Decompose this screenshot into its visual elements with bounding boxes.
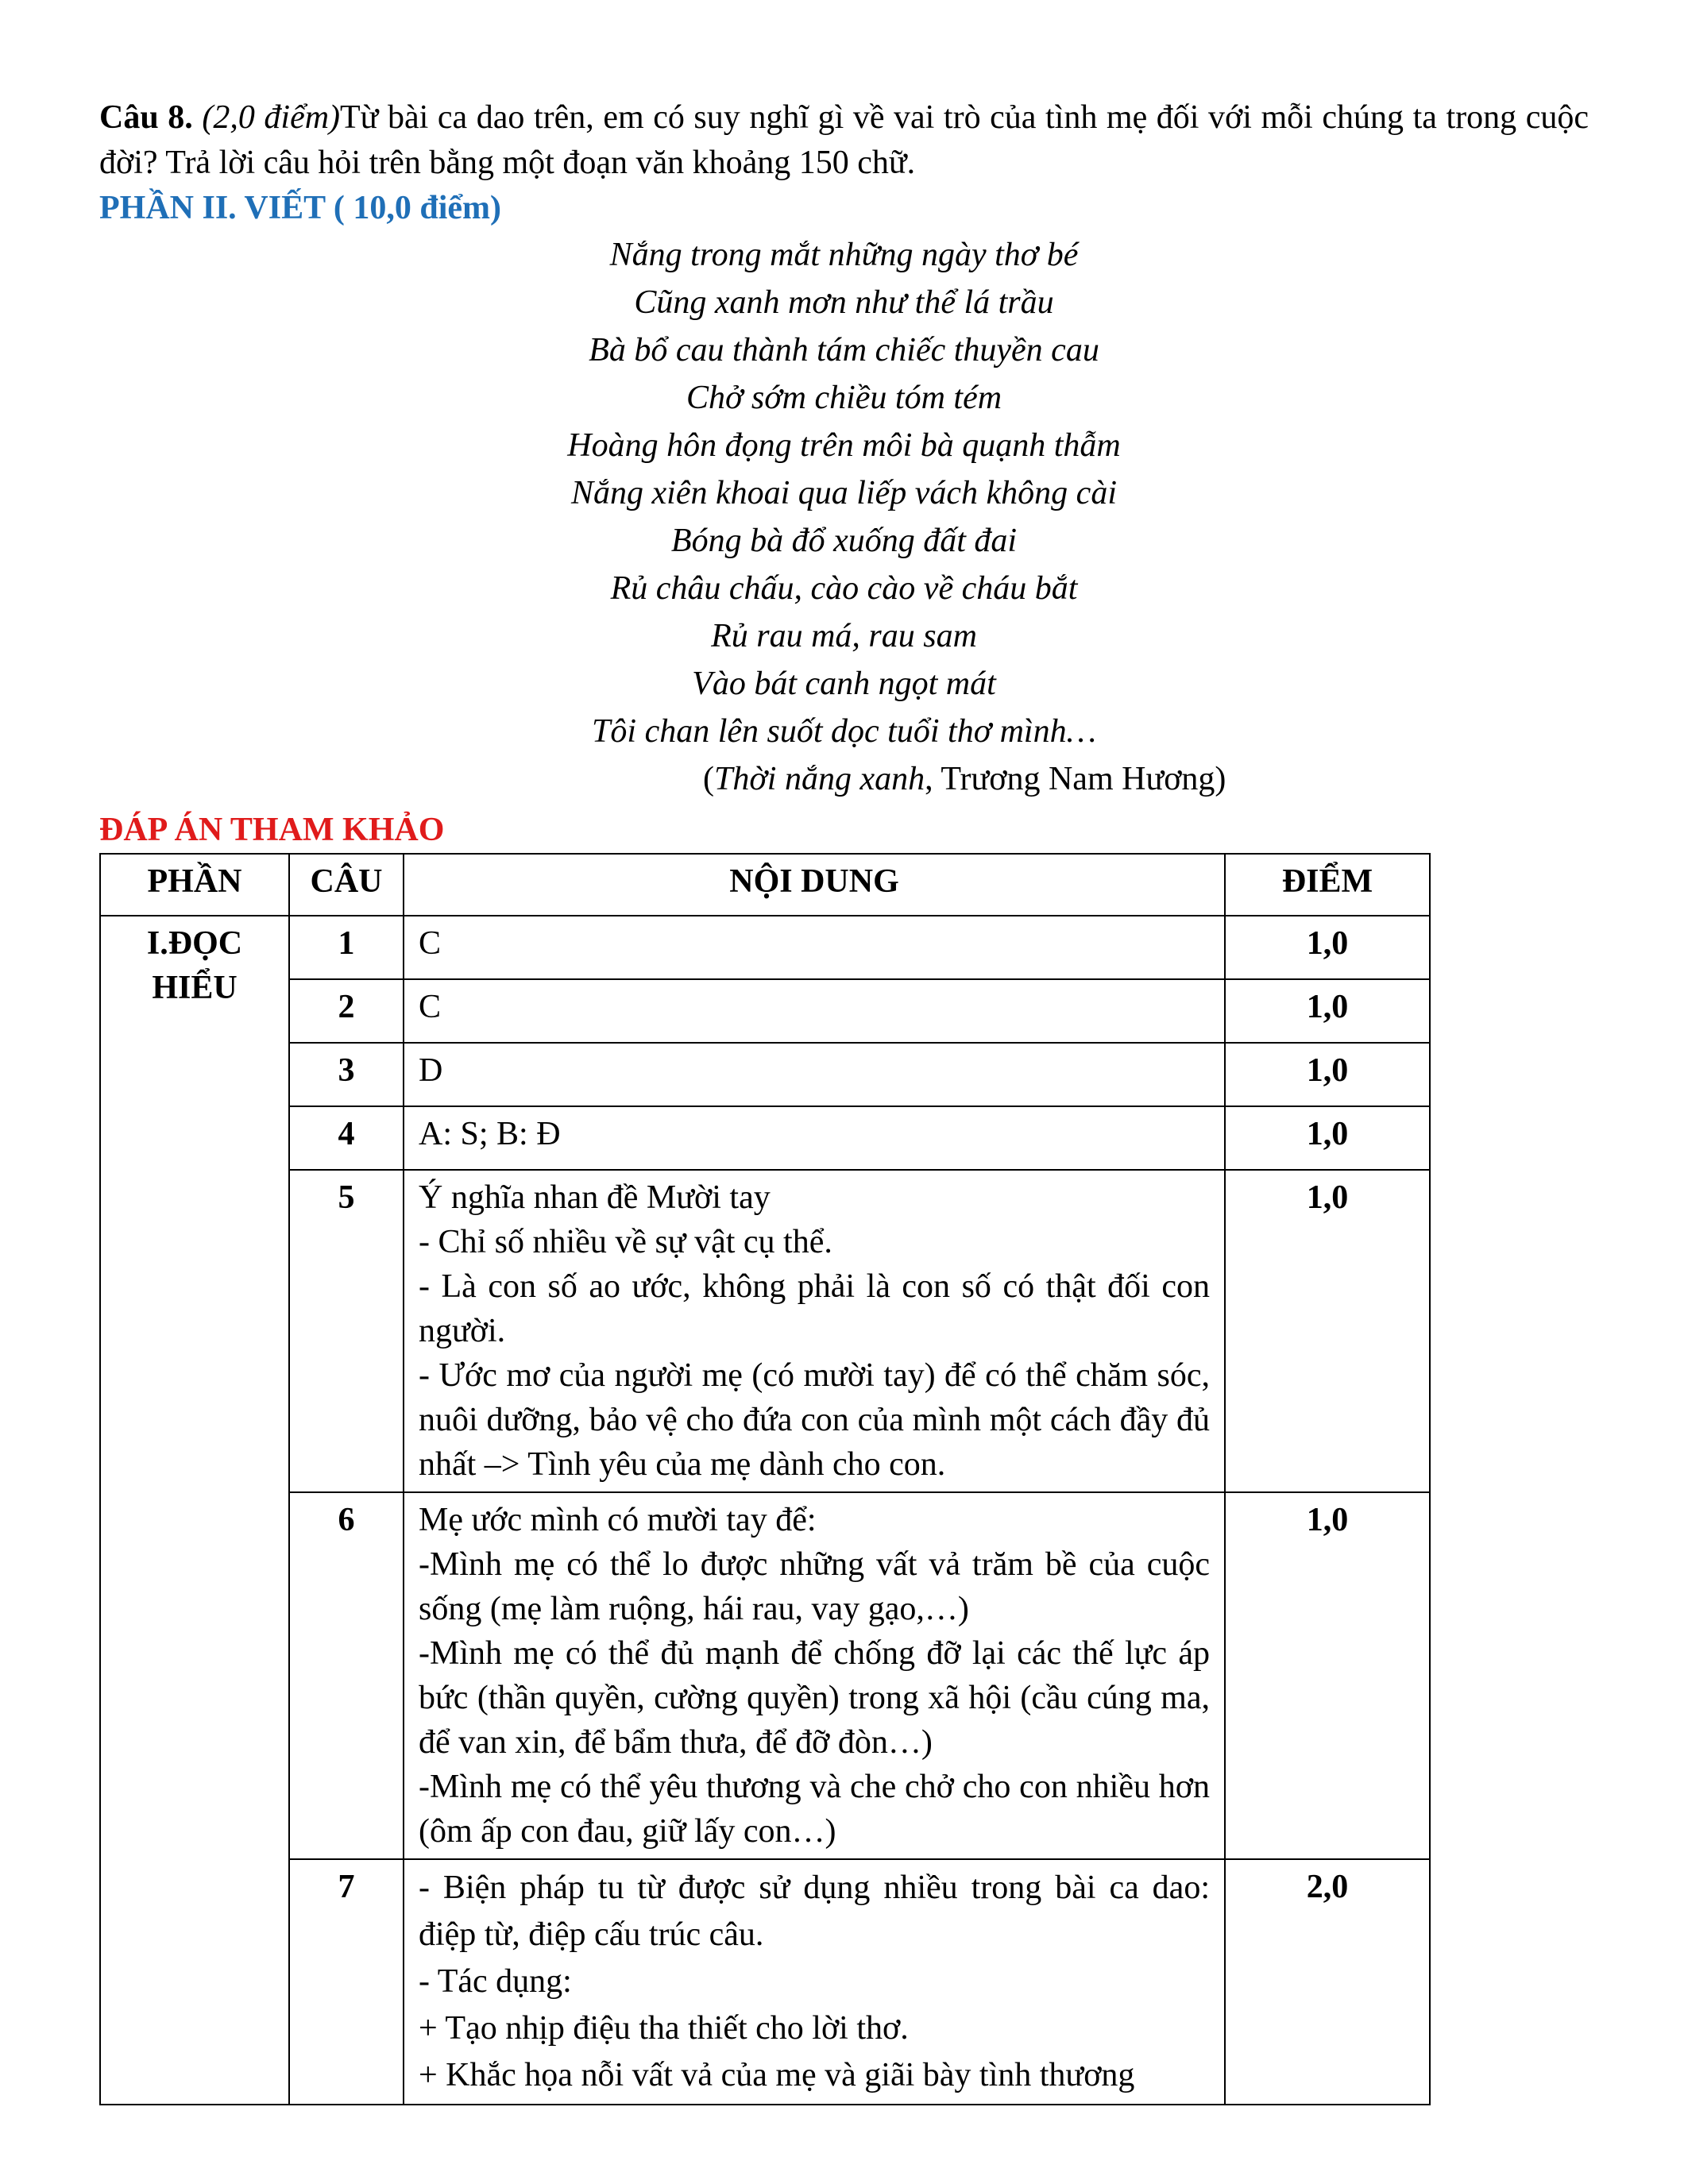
table-row bbox=[100, 1170, 1430, 1492]
answer-line: - Tác dụng: bbox=[419, 1963, 572, 2000]
source-open: ( bbox=[703, 761, 714, 797]
answer-content bbox=[404, 1043, 1225, 1106]
question-points: (2,0 điểm) bbox=[202, 99, 341, 136]
poem bbox=[99, 231, 1589, 755]
question-number: 5 bbox=[289, 1170, 404, 1492]
answer-content bbox=[404, 1492, 1225, 1859]
header-phan: PHẦN bbox=[100, 854, 289, 916]
table-header-row bbox=[100, 854, 1430, 916]
question-text: Từ bài ca dao trên, em có suy nghĩ gì về vai trò của tình mẹ đối với mỗi chúng ta trong cuộc đời? Trả lời câu hỏi trên bằng một đoạn văn khoảng 150 chữ. bbox=[99, 99, 1589, 181]
header-noi-dung: NỘI DUNG bbox=[404, 854, 1225, 916]
poem-line: Cũng xanh mơn như thể lá trầu bbox=[634, 284, 1054, 321]
table-row bbox=[100, 1492, 1430, 1859]
answer-line: + Tạo nhịp điệu tha thiết cho lời thơ. bbox=[419, 2010, 909, 2047]
score-cell: 1,0 bbox=[1225, 1043, 1430, 1106]
table-row bbox=[100, 1859, 1430, 2105]
answer-line: - Chỉ số nhiều về sự vật cụ thể. bbox=[419, 1224, 832, 1260]
table-row bbox=[100, 916, 1430, 979]
source-author: , Trương Nam Hương) bbox=[925, 761, 1226, 797]
document-page bbox=[99, 95, 1589, 2105]
answer-line: Mẹ ước mình có mười tay để: bbox=[419, 1502, 817, 1538]
score-cell: 1,0 bbox=[1225, 916, 1430, 979]
score-cell: 2,0 bbox=[1225, 1859, 1430, 2105]
question-number: 6 bbox=[289, 1492, 404, 1859]
answer-line: C bbox=[419, 925, 442, 962]
answer-line: Ý nghĩa nhan đề Mười tay bbox=[419, 1179, 771, 1216]
table-row bbox=[100, 1043, 1430, 1106]
answer-content bbox=[404, 916, 1225, 979]
source-title: Thời nắng xanh bbox=[714, 761, 925, 797]
table-row bbox=[100, 979, 1430, 1043]
answer-line: C bbox=[419, 989, 442, 1025]
part2-heading: PHẦN II. VIẾT ( 10,0 điểm) bbox=[99, 190, 501, 226]
question-number: 7 bbox=[289, 1859, 404, 2105]
poem-line: Rủ châu chấu, cào cào về cháu bắt bbox=[610, 570, 1078, 607]
poem-line: Nắng xiên khoai qua liếp vách không cài bbox=[571, 475, 1117, 511]
answer-heading: ĐÁP ÁN THAM KHẢO bbox=[99, 812, 445, 848]
question-8 bbox=[99, 95, 1589, 186]
question-label: Câu 8. bbox=[99, 99, 193, 136]
poem-line: Hoàng hôn đọng trên môi bà quạnh thẫm bbox=[567, 427, 1121, 464]
answer-content bbox=[404, 1106, 1225, 1170]
poem-line: Tôi chan lên suốt dọc tuổi thơ mình… bbox=[592, 713, 1096, 750]
table-row bbox=[100, 1106, 1430, 1170]
poem-line: Rủ rau má, rau sam bbox=[711, 618, 977, 654]
answer-line: - Là con số ao ước, không phải là con số có thật đối con người. bbox=[419, 1268, 1210, 1349]
answer-line: A: S; B: Đ bbox=[419, 1116, 561, 1152]
score-cell: 1,0 bbox=[1225, 1106, 1430, 1170]
answer-line: D bbox=[419, 1052, 443, 1089]
answer-line: + Khắc họa nỗi vất vả của mẹ và giãi bày tình thương bbox=[419, 2057, 1135, 2093]
score-cell: 1,0 bbox=[1225, 1170, 1430, 1492]
header-diem: ĐIỂM bbox=[1225, 854, 1430, 916]
section-cell: I.ĐỌC HIỂU bbox=[100, 916, 289, 2105]
poem-line: Bóng bà đổ xuống đất đai bbox=[670, 523, 1018, 559]
answer-table bbox=[99, 853, 1431, 2105]
answer-line: - Biện pháp tu từ được sử dụng nhiều trong bài ca dao: điệp từ, điệp cấu trúc câu. bbox=[419, 1870, 1210, 1953]
answer-content bbox=[404, 1859, 1225, 2105]
answer-content bbox=[404, 979, 1225, 1043]
answer-line: -Mình mẹ có thể lo được những vất vả trăm bề của cuộc sống (mẹ làm ruộng, hái rau, vay gạo,…) bbox=[419, 1546, 1210, 1627]
score-cell: 1,0 bbox=[1225, 1492, 1430, 1859]
answer-line: -Mình mẹ có thể đủ mạnh để chống đỡ lại các thế lực áp bức (thần quyền, cường quyền) trong xã hội (cầu cúng ma, để van xin, để bẩm thưa, để đỡ đòn…) bbox=[419, 1635, 1210, 1761]
header-cau: CÂU bbox=[289, 854, 404, 916]
poem-source bbox=[99, 755, 1589, 803]
question-number: 1 bbox=[289, 916, 404, 979]
score-cell: 1,0 bbox=[1225, 979, 1430, 1043]
answer-content bbox=[404, 1170, 1225, 1492]
answer-line: - Ước mơ của người mẹ (có mười tay) để có thể chăm sóc, nuôi dưỡng, bảo vệ cho đứa con của mình một cách đầy đủ nhất –> Tình yêu của mẹ dành cho con. bbox=[419, 1357, 1210, 1483]
question-number: 2 bbox=[289, 979, 404, 1043]
poem-line: Nắng trong mắt những ngày thơ bé bbox=[609, 237, 1079, 273]
poem-line: Chở sớm chiều tóm tém bbox=[686, 380, 1002, 416]
poem-line: Bà bổ cau thành tám chiếc thuyền cau bbox=[589, 332, 1099, 369]
question-number: 4 bbox=[289, 1106, 404, 1170]
answer-line: -Mình mẹ có thể yêu thương và che chở cho con nhiều hơn (ôm ấp con đau, giữ lấy con…) bbox=[419, 1769, 1210, 1850]
poem-line: Vào bát canh ngọt mát bbox=[692, 666, 996, 702]
question-number: 3 bbox=[289, 1043, 404, 1106]
